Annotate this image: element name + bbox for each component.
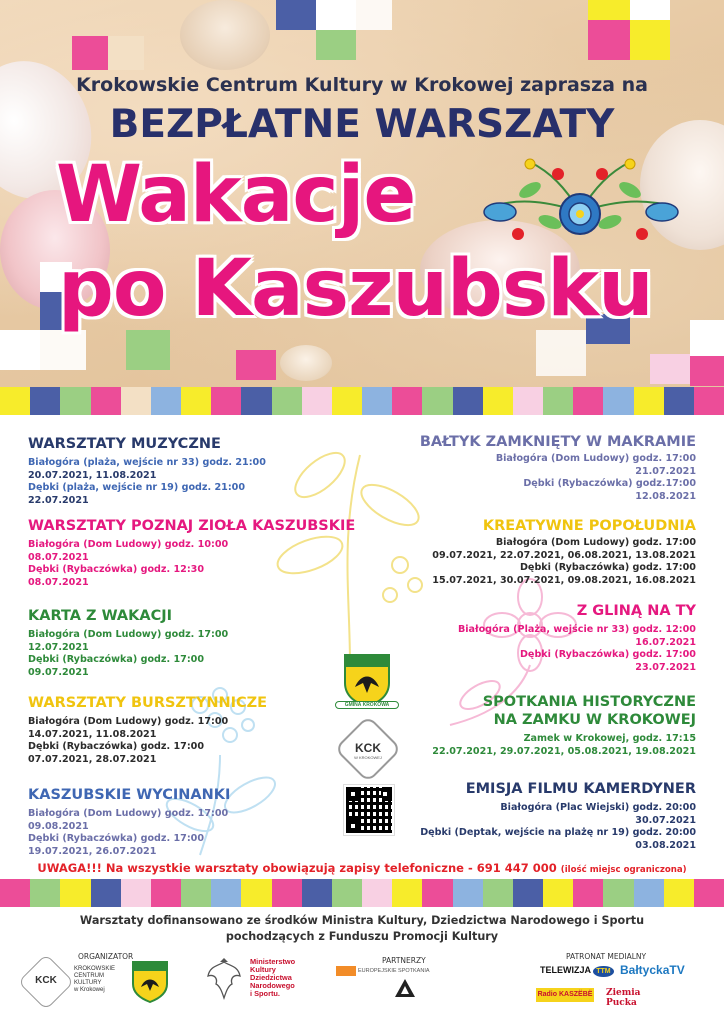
gmina-krokowa-label: GMINA KROKOWA [335, 701, 399, 709]
section-line: Białogóra (Plaża, wejście nr 33) godz. 12:00 [457, 624, 696, 635]
seashell-decoration [180, 0, 270, 70]
qr-code[interactable] [344, 785, 394, 835]
workshop-listing [0, 415, 724, 881]
section-line: 08.07.2021 [28, 576, 89, 588]
partner-fundacja-logo [394, 978, 416, 998]
section-bursztynnicze [28, 694, 267, 766]
section-line: 14.07.2021, 11.08.2021 [28, 728, 157, 740]
color-square [690, 320, 724, 356]
section-title: KREATYWNE POPOŁUDNIA [482, 518, 696, 534]
ziemia-pucka-logo: Ziemia Pucka [606, 988, 641, 1008]
ministry-name: Ministerstwo Kultury Dziedzictwa Narodowego i Sportu. [250, 957, 296, 998]
section-poznaj-ziola [28, 517, 355, 589]
kck-mark: KCK [355, 741, 381, 755]
section-line: Białogóra (plaża, wejście nr 33) godz. 21:00 [28, 457, 266, 468]
section-line: 21.07.2021 [635, 465, 696, 477]
section-line: Dębki (Rybaczówka) godz. 17:00 [519, 562, 696, 574]
kck-logo-center [334, 715, 402, 783]
section-title: SPOTKANIA HISTORYCZNE [482, 694, 696, 710]
section-title: NA ZAMKU W KROKOWEJ [493, 712, 696, 728]
kck-footer-mark: KCK [35, 975, 57, 986]
section-line: 03.08.2021 [635, 839, 696, 851]
section-line: 22.07.2021 [28, 494, 89, 506]
registration-warning [0, 861, 724, 875]
funding-note-line1: Warsztaty dofinansowano ze środków Ministra Kultury, Dziedzictwa Narodowego i Sportu [79, 914, 645, 927]
section-line: 12.07.2021 [28, 641, 89, 653]
section-spotkania-historyczne [432, 693, 696, 758]
color-square [588, 20, 630, 60]
section-line: Białogóra (Plac Wiejski) godz. 20:00 [500, 802, 696, 813]
warning-main: UWAGA!!! Na wszystkie warsztaty obowiązują zapisy telefoniczne - 691 447 000 [37, 861, 557, 875]
color-square [72, 36, 108, 70]
section-line: 07.07.2021, 28.07.2021 [28, 753, 157, 765]
section-title: KASZUBSKIE WYCINANKI [28, 787, 231, 803]
title-wakacje: Wakacje [56, 150, 416, 240]
color-square [690, 356, 724, 386]
section-karta-z-wakacji [28, 607, 228, 679]
section-baltyk-makrama [420, 433, 696, 503]
section-line: Białogóra (Dom Ludowy) godz. 17:00 [495, 537, 696, 548]
seashell-decoration [280, 345, 332, 381]
section-warsztaty-muzyczne [28, 435, 266, 507]
section-wycinanki [28, 786, 230, 858]
color-stripe-bottom [0, 879, 724, 907]
color-square [108, 36, 144, 70]
color-square [126, 330, 170, 370]
color-square [316, 30, 356, 60]
color-stripe-top [0, 387, 724, 415]
media-patronage-label: PATRONAT MEDIALNY [566, 952, 647, 961]
partners-label: PARTNERZY [382, 956, 426, 965]
polish-eagle-emblem [206, 958, 242, 1002]
section-kreatywne-popoludnia [432, 517, 696, 587]
section-line: 09.07.2021 [28, 666, 89, 678]
section-line: Białogóra (Dom Ludowy) godz. 17:00 [28, 808, 229, 819]
section-line: 16.07.2021 [635, 636, 696, 648]
telewizja-ttm-logo: TELEWIZJA TTM [540, 965, 614, 977]
color-square [630, 20, 670, 60]
section-title: Z GLINĄ NA TY [576, 603, 696, 619]
section-title: WARSZTATY BURSZTYNNICZE [28, 695, 268, 711]
section-line: Dębki (Rybaczówka) godz. 17:00 [28, 741, 205, 753]
section-title: WARSZTATY POZNAJ ZIOŁA KASZUBSKIE [28, 518, 356, 534]
funding-note-line2: pochodzących z Funduszu Promocji Kultury [225, 930, 499, 943]
partner-europejskie-spotkania: EUROPEJSKIE SPOTKANIA [336, 966, 488, 976]
section-line: Dębki (Rybaczówka) godz. 17:00 [519, 649, 696, 661]
section-line: Białogóra (Dom Ludowy) godz. 17:00 [28, 716, 229, 727]
section-line: Dębki (Deptak, wejście na plażę nr 19) godz. 20:00 [420, 827, 696, 839]
free-workshops-heading: BEZPŁATNE WARSZATY [109, 102, 615, 147]
color-square [276, 0, 316, 30]
gmina-crest-footer [130, 960, 170, 1004]
kck-footer-name: KROKOWSKIE CENTRUM KULTURY w Krokowej [74, 966, 116, 993]
section-line: 20.07.2021, 11.08.2021 [28, 469, 157, 481]
section-line: 19.07.2021, 26.07.2021 [28, 845, 157, 857]
section-title: EMISJA FILMU KAMERDYNER [465, 781, 696, 797]
section-line: Dębki (plaża, wejście nr 19) godz. 21:00 [28, 482, 246, 494]
section-line: 30.07.2021 [635, 814, 696, 826]
section-line: 23.07.2021 [635, 661, 696, 673]
section-line: Dębki (Rybaczówka) godz. 17:00 [28, 654, 205, 666]
section-line: 09.07.2021, 22.07.2021, 06.08.2021, 13.08.2021 [432, 549, 696, 561]
color-square [650, 354, 690, 384]
section-line: 09.08.2021 [28, 820, 89, 832]
section-line: Białogóra (Dom Ludowy) godz. 17:00 [495, 453, 696, 464]
section-line: Białogóra (Dom Ludowy) godz. 10:00 [28, 539, 229, 550]
color-square [630, 0, 670, 20]
kashubian-flower-ornament [470, 152, 690, 252]
color-square [536, 330, 586, 376]
section-z-glina-na-ty [458, 602, 696, 674]
section-line: 12.08.2021 [635, 490, 696, 502]
radio-kaszebe-logo: Radio KASZËBË [536, 988, 594, 1002]
section-title: BAŁTYK ZAMKNIĘTY W MAKRAMIE [419, 434, 696, 450]
section-line: Dębki (Rybaczówka) godz. 17:00 [28, 833, 205, 845]
section-emisja-filmu [420, 780, 696, 852]
color-square [316, 0, 356, 30]
color-square [0, 330, 40, 370]
color-square [236, 350, 276, 380]
color-square [40, 330, 86, 370]
hero-banner [0, 0, 724, 387]
color-square [356, 0, 392, 30]
organizer-label: ORGANIZATOR [78, 952, 134, 961]
section-line: Dębki (Rybaczówka) godz. 12:30 [28, 564, 205, 576]
section-title: KARTA Z WAKACJI [28, 608, 173, 624]
title-po-kaszubsku: po Kaszubsku [58, 244, 653, 334]
section-title: WARSZTATY MUZYCZNE [28, 436, 221, 452]
organizer-invite: Krokowskie Centrum Kultury w Krokowej zaprasza na [76, 74, 648, 96]
section-line: Zamek w Krokowej, godz. 17:15 [523, 733, 696, 744]
section-line: 15.07.2021, 30.07.2021, 09.08.2021, 16.08.2021 [432, 574, 696, 586]
warning-note: (ilość miejsc ograniczona) [560, 865, 687, 875]
section-line: Białogóra (Dom Ludowy) godz. 17:00 [28, 629, 229, 640]
kck-sub: W KROKOWEJ [354, 755, 382, 760]
baltycka-tv-logo: BałtyckaTV [620, 963, 685, 977]
section-line: 22.07.2021, 29.07.2021, 05.08.2021, 19.08.2021 [432, 745, 696, 757]
gmina-krokowa-logo [341, 653, 393, 709]
section-line: Dębki (Rybaczówka) godz.17:00 [523, 478, 696, 490]
section-line: 08.07.2021 [28, 551, 89, 563]
color-square [588, 0, 630, 20]
